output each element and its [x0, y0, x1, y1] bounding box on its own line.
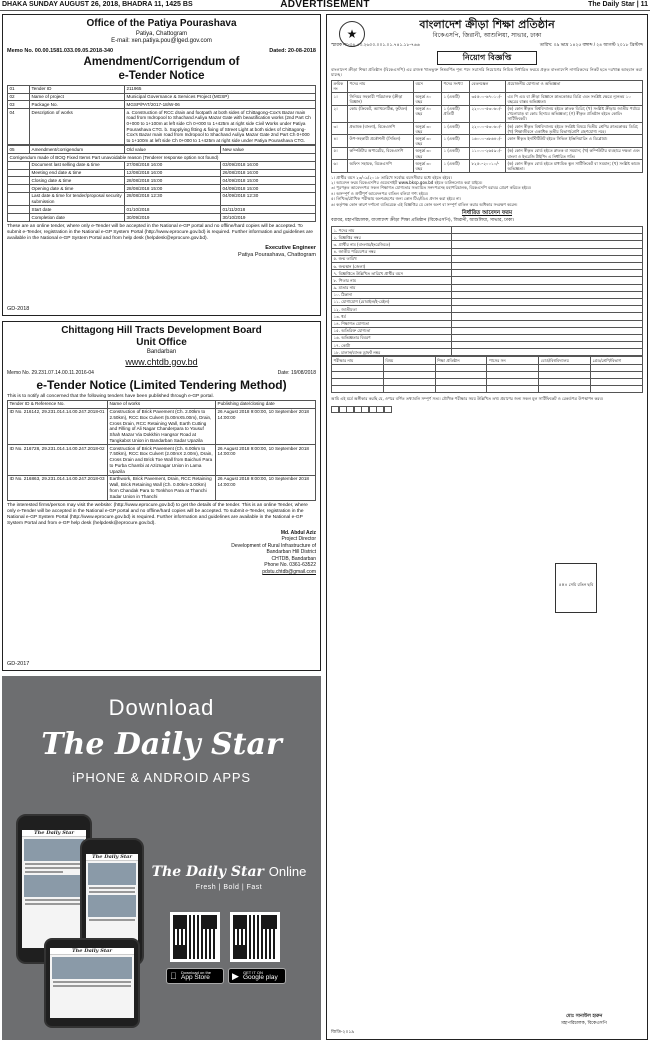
row-number: 03: [8, 101, 30, 109]
form-row: [332, 255, 643, 262]
form-label: ৪. জাতীয় পরিচয়পত্র নম্বর: [332, 248, 452, 255]
promo-tagline: Fresh | Bold | Fast: [195, 884, 263, 891]
post-sl: ১।: [332, 93, 348, 105]
form-label: ১৫. অতিরিক্ত যোগ্যতা: [332, 327, 452, 334]
ad2-intro: This is to notify all concerned that the following tenders have been published through e-GP portal.: [7, 394, 214, 399]
row-label: Opening date & time: [30, 185, 125, 193]
edu-cell[interactable]: [332, 364, 384, 371]
post-sl: ৩।: [332, 123, 348, 135]
old-value: 30/09/2019: [125, 214, 221, 222]
works-name: Construction of Brick Pavement (Ch. 2.00km to 2.50km), RCC Box Culvert (5.00mX5.00m), Drain, Cross Drain, RCC Retaining Wall, Earth Cutting and Filling of Ali Nagar Chanderpara to Yousuf Shah Mazar Via Dokkhin Hangsor Road at Tangkabot Union in Bandarban Sadar Upazila: [108, 408, 216, 444]
edu-column-header: গ্রেড/শ্রেণি/বিভাগ: [591, 357, 643, 364]
edu-cell[interactable]: [435, 371, 487, 378]
new-value: 04/09/2018 15:00: [221, 177, 316, 185]
dateline: DHAKA SUNDAY AUGUST 26, 2018, BHADRA 11, 1425 BS: [2, 1, 193, 8]
edu-row: [332, 371, 643, 378]
form-row: [332, 334, 643, 341]
new-value: 26/08/2018 16:00: [221, 169, 316, 177]
post-scale: ১১০০০-২৬৫৯০/-: [470, 147, 506, 159]
row-label: Last date & time for tender/proposal security submission: [30, 192, 125, 205]
ad1-memo: Memo No. 00.00.1581.033.09.05.2018-340: [7, 47, 114, 54]
ad1-dated: Dated: 20-08-2018: [269, 47, 316, 54]
column-header: বয়স: [414, 80, 442, 92]
post-sl: ৫।: [332, 147, 348, 159]
post-age: অনূর্ধ্ব ৩০ বছর: [414, 123, 442, 135]
post-scale: ১৬০০০-৩৮৬৪০/-: [470, 135, 506, 147]
ad1-place: Patiya, Chattogram: [135, 30, 188, 37]
new-value: 04/09/2018 12:30: [221, 192, 316, 205]
ad2-org: Chittagong Hill Tracts Development Board Unit Office: [61, 325, 262, 348]
post-post: উপ-সহকারী প্রকৌশলী (সিভিল): [348, 135, 414, 147]
ad1-amend-table: [7, 145, 316, 221]
row-label: Completion date: [30, 214, 125, 222]
table-row: [332, 93, 643, 105]
form-label: ১৭. কোটা: [332, 342, 452, 349]
table-row: [332, 160, 643, 172]
term-item: ৪। অসম্পূর্ণ ও ত্রুটিপূর্ণ আবেদনপত্র বাতিল বলিয়া গণ্য হইবে।: [331, 190, 429, 196]
promo-online-logo: The Daily Star Online: [151, 864, 307, 880]
form-label: ১৬. অভিজ্ঞতার বিবরণ: [332, 334, 452, 341]
old-value: 28/08/2018 15:00: [125, 185, 221, 193]
post-count: ১ (একটি): [442, 160, 470, 172]
ad2-signature: Md. Abdul Aziz Project Director Development of Rural Infrastructure of Bandarban Hill District CHTDB, Bandarban Phone No. 0361-63522 pdstu.chtdb@gmail.com: [7, 530, 316, 576]
form-row: [332, 277, 643, 284]
form-row: [332, 241, 643, 248]
tender-id: ID No. 216863, 29.231.014.14.00.247.2018-03: [8, 475, 108, 500]
form-input[interactable]: [452, 263, 643, 270]
edu-cell[interactable]: [591, 386, 643, 393]
ad4-edu-table: [331, 356, 643, 393]
ad1-title-line1: Amendment/Corrigendum of: [83, 56, 240, 69]
edu-row: [332, 379, 643, 386]
page-header: [0, 0, 650, 11]
term-item: ৬। কর্তৃপক্ষ কোন কারণ দর্শানো ব্যতিরেকে এই বিজ্ঞপ্তির যে কোন অংশ বা সম্পূর্ণ বাতিল করার অধিকার সংরক্ষণ করেন।: [331, 201, 518, 207]
post-post: কম্পিউটার অপারেটর, বিকেএসপি: [348, 147, 414, 159]
table-row: [332, 135, 643, 147]
chtdb-tender-ad: [2, 321, 321, 671]
edu-cell[interactable]: [539, 371, 591, 378]
post-sl: ৬।: [332, 160, 348, 172]
patiya-tender-ad: [2, 14, 321, 316]
new-value: 04/09/2018 15:00: [221, 185, 316, 193]
apple-icon: [170, 972, 177, 981]
photo-box: ৫×৪ সেমি রঙিন ছবি: [555, 563, 597, 613]
ad1-org: Office of the Patiya Pourashava: [86, 18, 237, 29]
form-label: ৯. মাতার নাম: [332, 284, 452, 291]
form-label: ১৪. শিক্ষাগত যোগ্যতা: [332, 320, 452, 327]
column-header: পদের সংখ্যা: [442, 80, 470, 92]
post-count: ১ (একটি): [442, 123, 470, 135]
form-input[interactable]: [452, 313, 643, 320]
table-row: [8, 93, 316, 101]
table-row: [8, 408, 316, 444]
promo-download: Download: [108, 695, 215, 720]
form-input[interactable]: [452, 277, 643, 284]
post-age: অনূর্ধ্ব ৩০ বছর: [414, 147, 442, 159]
ad4-code: জিডি-২০১৯: [331, 1030, 355, 1036]
row-label: Package No.: [30, 101, 125, 109]
row-label: Description of works: [30, 109, 125, 145]
row-number: [8, 161, 30, 169]
post-qual: (ক) কোন স্বীকৃত বোর্ড হইতে স্নাতক বা সমমান; (খ) কম্পিউটার ব্যবহারে দক্ষতা এবং বাংলা ও ইংরেজি টাইপিং এ নির্ধারিত গতি।: [506, 147, 643, 159]
form-row: [332, 227, 643, 234]
android-qr-code: [230, 912, 280, 962]
section-title: ADVERTISEMENT: [280, 0, 370, 10]
row-value: 211965: [125, 85, 316, 93]
post-qual: (ক) কোন স্বীকৃত বোর্ড হইতে মাধ্যমিক স্কুল সার্টিফিকেট বা সমমান; (খ) সংশ্লিষ্ট কাজে অভিজ্ঞতা।: [506, 160, 643, 172]
row-value: Municipal Governance & Services Project (MGSP): [125, 93, 316, 101]
post-post: কোচ (ক্রিকেট, অ্যাথলেটিক্স, ফুটবল): [348, 105, 414, 123]
ad2-table-header: Tender ID & Reference No. Name of works Publishing date/closing date: [8, 400, 316, 408]
row-value: a. Construction of RCC drain and footpath at both sides of Chittagong-Cox's Bazar main road from Indropool to Shachand Auliya Mazar Gate with beautification works (2nd Part Ch 0+000 to 1+100m at left side Ch 0+000 to 1+425m at right side Civil Works under Patiya Pourashava CTG. b. Supplying fitting & fixing of Street Light at both sides of Chittagong-Cox's Bazar main road from Indropool to Shachand Auliya Mazar Gate 2nd Part Ch 0+000 to 1+100m at left side Ch 0+000 to 1+425m at right side under Patiya Pourashava CTG.: [125, 109, 316, 145]
row-number: [8, 177, 30, 185]
table-row: [8, 85, 316, 93]
tender-dates: 26 August 2018 9:00:00, 10 September 2018 14:00:00: [216, 408, 316, 444]
new-value: 03/09/2018 16:00: [221, 161, 316, 169]
form-label: ২. বিজ্ঞপ্তির নম্বর: [332, 234, 452, 241]
ad4-posts-table: [331, 80, 643, 173]
old-value: 01/10/2018: [125, 206, 221, 214]
table-row: [8, 185, 316, 193]
post-count: ১ (একটি): [442, 147, 470, 159]
ad1-signature: Executive Engineer Patiya Pourashava, Chattogram: [238, 244, 316, 258]
form-row: [332, 270, 643, 277]
phone-bar-1: The Daily Star: [22, 830, 86, 837]
ad1-title-line2: e-Tender Notice: [118, 69, 205, 82]
ad4-intro: বাংলাদেশ ক্রীড়া শিক্ষা প্রতিষ্ঠান (বিকেএসপি) এর রাজস্ব খাতভুক্ত নিম্নবর্ণিত শূন্য পদে সরাসরি নিয়োগের নিমিত্ত নির্ধারিত ফরমে প্রকৃত বাংলাদেশি নাগরিকদের নিকট হতে দরখাস্ত আহবান করা যাচ্ছে।: [331, 66, 643, 78]
column-header: ক্রমিক নং: [332, 80, 348, 92]
post-scale: ৮২৫০-২০০১০/-: [470, 160, 506, 172]
form-input[interactable]: [452, 327, 643, 334]
date-digit-box[interactable]: [384, 406, 392, 413]
form-input[interactable]: [452, 234, 643, 241]
post-qual: কোন স্বীকৃত ইনস্টিটিউট হইতে সিভিল ইঞ্জিনিয়ারিং এ ডিপ্লোমা।: [506, 135, 643, 147]
row-number: 04: [8, 109, 30, 145]
table-row: [8, 177, 316, 185]
ad2-website-link[interactable]: www.chtdb.gov.bd: [125, 356, 198, 367]
app-store-button[interactable]: Download on the App Store: [166, 968, 224, 984]
tender-dates: 26 August 2018 9:00:00, 10 September 2018 14:00:00: [216, 445, 316, 476]
form-row: [332, 248, 643, 255]
tender-dates: 26 August 2018 9:00:00, 10 September 2018 14:00:00: [216, 475, 316, 500]
form-input[interactable]: [452, 248, 643, 255]
column-header: পদের নাম: [348, 80, 414, 92]
post-sl: ২।: [332, 105, 348, 123]
ad2-place: Bandarban: [146, 349, 177, 355]
form-input[interactable]: [452, 291, 643, 298]
edu-cell[interactable]: [435, 364, 487, 371]
row-label: Document last selling date & time: [30, 161, 125, 169]
ad4-edu-header: [332, 357, 643, 364]
row-number: [8, 206, 30, 214]
ad4-date: তারিখ: ০৯ ভাদ্র ১৪২৫ বঙ্গাব্দ / ২৪ আগস্ট ২০১৮ খ্রিস্টাব্দ: [539, 42, 643, 48]
ad2-title: e-Tender Notice (Limited Tendering Method): [36, 378, 287, 392]
edu-row: [332, 364, 643, 371]
edu-cell[interactable]: [383, 364, 435, 371]
form-label: ৮. পিতার নাম: [332, 277, 452, 284]
form-label: ৫. জন্ম তারিখ: [332, 255, 452, 262]
form-input[interactable]: [452, 227, 643, 234]
form-input[interactable]: [452, 270, 643, 277]
column-header: বেতনস্কেল: [470, 80, 506, 92]
promo-logo: The Daily Star: [41, 727, 282, 762]
phone-bar-3: The Daily Star: [50, 948, 134, 955]
form-input[interactable]: [452, 334, 643, 341]
form-label: ৬. জন্মস্থান (জেলা): [332, 263, 452, 270]
term-item: ৩। পূরণকৃত আবেদনপত্র সকল শিক্ষাগত যোগ্যতার সত্যায়িত সনদপত্রসহ মহাপরিচালক, বিকেএসপি বরাবর প্রেরণ করিতে হইবে।: [331, 185, 532, 191]
edu-cell[interactable]: [487, 379, 539, 386]
table-row: [8, 445, 316, 476]
form-label: ১২. জাতীয়তা: [332, 306, 452, 313]
ad4-form-fields: [331, 226, 643, 356]
form-input[interactable]: [452, 320, 643, 327]
form-input[interactable]: [452, 349, 643, 356]
post-count: ১ (একটি) প্রতিটি: [442, 105, 470, 123]
form-row: [332, 313, 643, 320]
ad1-code: GD-2018: [7, 306, 30, 313]
ad2-note: The interested firms/person may visit the website: (http://www.eprocure.gov.bd) to get the details of the tender. This is an online Tender, where only e-Tender will be accepted in the National e-GP portal and no offline/hard copies will be accepted. To submit e-Tender, registration in the National e-GP System Portal (http://www.eprocure.gov.bd) is required. Further information and guidelines are available in the National e-GP System Portal and from e-GP help desk (helpdesk@eprocure.gov.bd).: [7, 502, 308, 526]
old-value: 12/08/2018 16:00: [125, 169, 221, 177]
form-row: [332, 263, 643, 270]
row-number: [8, 214, 30, 222]
row-number: [8, 185, 30, 193]
post-post: সিনিয়র সহকারী পরিচালক (ক্রীড়া বিজ্ঞান): [348, 93, 414, 105]
tender-id: ID No. 216142, 29.231.014.14.00.247.2018-01: [8, 408, 108, 444]
form-input[interactable]: [452, 306, 643, 313]
edu-cell[interactable]: [383, 386, 435, 393]
form-label: ১০. ঠিকানা: [332, 291, 452, 298]
ad4-meta: [331, 42, 643, 48]
edu-cell[interactable]: [332, 386, 384, 393]
edu-cell[interactable]: [487, 364, 539, 371]
edu-cell[interactable]: [435, 379, 487, 386]
phone-bar-2: The Daily Star: [86, 854, 138, 861]
post-age: অনূর্ধ্ব ৩০ বছর: [414, 135, 442, 147]
old-value: 28/08/2018 12:30: [125, 192, 221, 205]
term-item: ৫। লিখিত/মৌখিক পরীক্ষায় অংশগ্রহণের জন্য কোন টিএ/ডিএ প্রদান করা হইবে না।: [331, 196, 461, 202]
row-number: 02: [8, 93, 30, 101]
form-input[interactable]: [452, 255, 643, 262]
edu-column-header: পাসের সন: [487, 357, 539, 364]
ad4-date-box: [331, 406, 643, 415]
row-label: Tender ID: [30, 85, 125, 93]
bksp-emblem-icon: ★: [339, 21, 365, 47]
post-qual: (ক) কোন স্বীকৃত বিশ্ববিদ্যালয় হইতে স্নাতক ডিগ্রি; (খ) সংশ্লিষ্ট ক্রীড়ায় জাতীয় পর্যায়ে খেলোয়াড় বা কোচ হিসাবে অভিজ্ঞতা; (গ) স্বীকৃত প্রতিষ্ঠান হইতে কোচিং সার্টিফিকেট।: [506, 105, 643, 123]
ad2-code: GD-2017: [7, 661, 30, 668]
ad1-memo-line: [7, 48, 316, 55]
form-row: [332, 298, 643, 305]
edu-cell[interactable]: [539, 386, 591, 393]
works-name: Construction of Brick Pavement (Ch. 6.00km to 7.50km), RCC Box Culvert (2.00mX 2.00m), Drain, Cross Drain and Brick Toe Wall from Baichuri Para to Purba Chambi at Aziznagar Union in Lama Upazila: [108, 445, 216, 476]
edu-cell[interactable]: [332, 379, 384, 386]
form-label: ৩. প্রার্থীর নাম (বাংলায়/ইংরেজিতে): [332, 241, 452, 248]
table-row: [8, 214, 316, 222]
table-row: [332, 147, 643, 159]
old-value: 28/08/2018 15:00: [125, 177, 221, 185]
tender-id: ID No. 216728, 29.231.014.14.00.247.2018-02: [8, 445, 108, 476]
form-row: [332, 342, 643, 349]
ad1-title: [7, 56, 316, 82]
row-label: Closing date & time: [30, 177, 125, 185]
edu-cell[interactable]: [487, 371, 539, 378]
ad2-memo: Memo No. 29.231.07.14.00.11.2016-04: [7, 369, 94, 376]
ad1-details-table: [7, 85, 316, 146]
ad2-date: Date: 19/08/2018: [277, 369, 316, 376]
ad2-tender-table: [7, 400, 316, 501]
table-row: [8, 109, 316, 145]
new-value: 30/10/2019: [221, 214, 316, 222]
form-label: ৭. বিজ্ঞপ্তিতে উল্লিখিত তারিখে প্রার্থীর বয়স: [332, 270, 452, 277]
form-row: [332, 320, 643, 327]
ad1-amend-header: 05 Amendment/corrigendum Old value New value: [8, 146, 316, 154]
post-age: অনূর্ধ্ব ৪০ বছর: [414, 105, 442, 123]
row-label: Start date: [30, 206, 125, 214]
term-item: ২। আবেদন ফরম বিকেএসপির ওয়েবসাইট www.bksp.gov.bd হইতে ডাউনলোড করা যাইবে।: [331, 179, 483, 185]
post-scale: ২২০০০-৫৩০৬০/-: [470, 123, 506, 135]
edu-column-header: বিষয়: [383, 357, 435, 364]
masthead: The Daily Star | 11: [588, 1, 648, 8]
table-row: [332, 123, 643, 135]
term-item: ১। প্রার্থীর বয়স ২৩/০৯/২০১৮ তারিখে সর্বোচ্চ বয়সসীমার মধ্যে হইতে হইবে।: [331, 174, 452, 180]
form-input[interactable]: [452, 241, 643, 248]
edu-cell[interactable]: [591, 371, 643, 378]
post-count: ১ (একটি): [442, 93, 470, 105]
edu-cell[interactable]: [383, 371, 435, 378]
bksp-recruitment-ad: [326, 14, 648, 1040]
edu-column-header: শিক্ষা প্রতিষ্ঠান: [435, 357, 487, 364]
ad4-signature: মোঃ সানাউল হারুন মহাপরিচালক, বিকেএসপি: [561, 1014, 607, 1026]
daily-star-app-promo: [2, 676, 321, 1040]
ad1-amend-sub: Corrigendum made of BOQ Fixed Items Part unavoidable reason (Tenderer response option not found): [8, 154, 316, 162]
edu-column-header: পরীক্ষার নাম: [332, 357, 384, 364]
post-post: অফিস সহায়ক, বিকেএসপি: [348, 160, 414, 172]
promo-apps: iPHONE & ANDROID APPS: [72, 770, 251, 785]
form-input[interactable]: [452, 342, 643, 349]
ad1-note: These are an online tender, where only e-Tender will be accepted in the National e-GP portal and no offline/hard copies will be accepted. To submit e-Tender, registration in the National e-GP System Portal (http://www.eprocure.gov.bd) is required. Further information and guidelines are available in the National e-GP System Portal and from help desk (helpdesk@eprocure.gov.bd).: [7, 223, 313, 241]
form-label: ১৮. চালান/ব্যাংক ড্রাফট নম্বর: [332, 349, 452, 356]
post-age: অনূর্ধ্ব ৪০ বছর: [414, 93, 442, 105]
post-post: প্রভাষক (বাংলা), বিকেএসপি: [348, 123, 414, 135]
form-label: ১১. যোগাযোগ (মোবাইল/ই-মেইল): [332, 298, 452, 305]
post-count: ১ (একটি): [442, 135, 470, 147]
edu-cell[interactable]: [435, 386, 487, 393]
edu-row: [332, 386, 643, 393]
edu-cell[interactable]: [591, 379, 643, 386]
ad4-declaration: আমি এই মর্মে অঙ্গীকার করছি যে, ওপরে বর্ণিত তথ্যাবলি সম্পূর্ণ সত্য। মৌখিক পরীক্ষার সময় উল্লিখিত তথ্য প্রমাণের জন্য সকল মূল সার্টিফিকেট ও রেকর্ডপত্র উপস্থাপন করব।: [331, 396, 604, 402]
row-value: MGSP/PAT/2017-18/W-06: [125, 101, 316, 109]
ad4-terms: [331, 175, 643, 207]
edu-cell[interactable]: [487, 386, 539, 393]
ad1-email: E-mail: xen.patiya.pou@lged.gov.com: [111, 38, 212, 44]
table-row: [332, 105, 643, 123]
post-age: অনূর্ধ্ব ৩০ বছর: [414, 160, 442, 172]
edu-cell[interactable]: [332, 371, 384, 378]
ad4-table-header: [332, 80, 643, 92]
edu-cell[interactable]: [383, 379, 435, 386]
table-row: [8, 192, 316, 205]
ad2-email-link[interactable]: pdstu.chtdb@gmail.com: [262, 568, 316, 575]
ios-qr-code: [170, 912, 220, 962]
ad4-form-head: নির্ধারিত আবেদন ফরম: [461, 209, 513, 216]
form-row: [332, 306, 643, 313]
ad4-title: নিয়োগ বিজ্ঞপ্তি: [437, 51, 537, 65]
post-scale: ২২০০০-৫৩০৬০/-: [470, 105, 506, 123]
google-play-button[interactable]: ▶ GET IT ON Google play: [228, 968, 286, 984]
ad2-memo-line: [7, 370, 316, 376]
table-row: [8, 161, 316, 169]
column-header: প্রয়োজনীয় যোগ্যতা ও অভিজ্ঞতা: [506, 80, 643, 92]
phone-image-third: [44, 938, 140, 1028]
old-value: 27/08/2018 16:00: [125, 161, 221, 169]
form-label: ১৩. ধর্ম: [332, 313, 452, 320]
row-number: [8, 192, 30, 205]
new-value: 01/11/2018: [221, 206, 316, 214]
ad4-to: বরাবর, মহাপরিচালক, বাংলাদেশ ক্রীড়া শিক্ষা প্রতিষ্ঠান (বিকেএসপি), জিরানী, আশুলিয়া, সাভার, ঢাকা।: [331, 217, 515, 223]
ad4-memo: স্মারক নং-৩৪.৫৩.২৬০০.০০১.০১.৭৪১.১৮-৭৬৬: [331, 42, 420, 48]
post-sl: ৪।: [332, 135, 348, 147]
row-label: Meeting end date & time: [30, 169, 125, 177]
ad4-place: বিকেএসপি, জিরানী, আশুলিয়া, সাভার, ঢাকা: [432, 31, 542, 39]
form-input[interactable]: [452, 298, 643, 305]
works-name: Earthwork, Brick Pavement, Drain, RCC Retaining Wall, Brick Retaining Wall (Ch. 0.00km-3.00km) from Chandak Para to Tonkhon Para at Thanchi Sadar Union in Thanchi: [108, 475, 216, 500]
form-row: [332, 327, 643, 334]
edu-cell[interactable]: [539, 379, 591, 386]
post-qual: (ক) কোন স্বীকৃত বিশ্ববিদ্যালয় হইতে সংশ্লিষ্ট বিষয়ে দ্বিতীয় শ্রেণির স্নাতকোত্তর ডিগ্রি; (খ) শিক্ষাজীবনে একাধিক তৃতীয় বিভাগ/শ্রেণি গ্রহণযোগ্য নহে।: [506, 123, 643, 135]
form-row: [332, 234, 643, 241]
form-row: [332, 349, 643, 356]
edu-column-header: বোর্ড/বিশ্ববিদ্যালয়: [539, 357, 591, 364]
row-label: Name of project: [30, 93, 125, 101]
row-number: 01: [8, 85, 30, 93]
play-icon: ▶: [232, 971, 239, 981]
row-number: [8, 169, 30, 177]
table-row: [8, 101, 316, 109]
form-label: ১. পদের নাম: [332, 227, 452, 234]
edu-cell[interactable]: [539, 364, 591, 371]
post-scale: ৩৫৫০০-৬৭০১০/-: [470, 93, 506, 105]
form-row: [332, 291, 643, 298]
post-qual: এম পি এড বা ক্রীড়া বিজ্ঞানে স্নাতকোত্তর ডিগ্রি এবং সংশ্লিষ্ট ক্ষেত্রে ন্যূনতম ১০ বছরের বাস্তব অভিজ্ঞতা।: [506, 93, 643, 105]
form-row: [332, 284, 643, 291]
table-row: [8, 169, 316, 177]
table-row: [8, 206, 316, 214]
ad4-org: বাংলাদেশ ক্রীড়া শিক্ষা প্রতিষ্ঠান: [419, 18, 555, 31]
edu-cell[interactable]: [591, 364, 643, 371]
table-row: [8, 475, 316, 500]
form-input[interactable]: [452, 284, 643, 291]
